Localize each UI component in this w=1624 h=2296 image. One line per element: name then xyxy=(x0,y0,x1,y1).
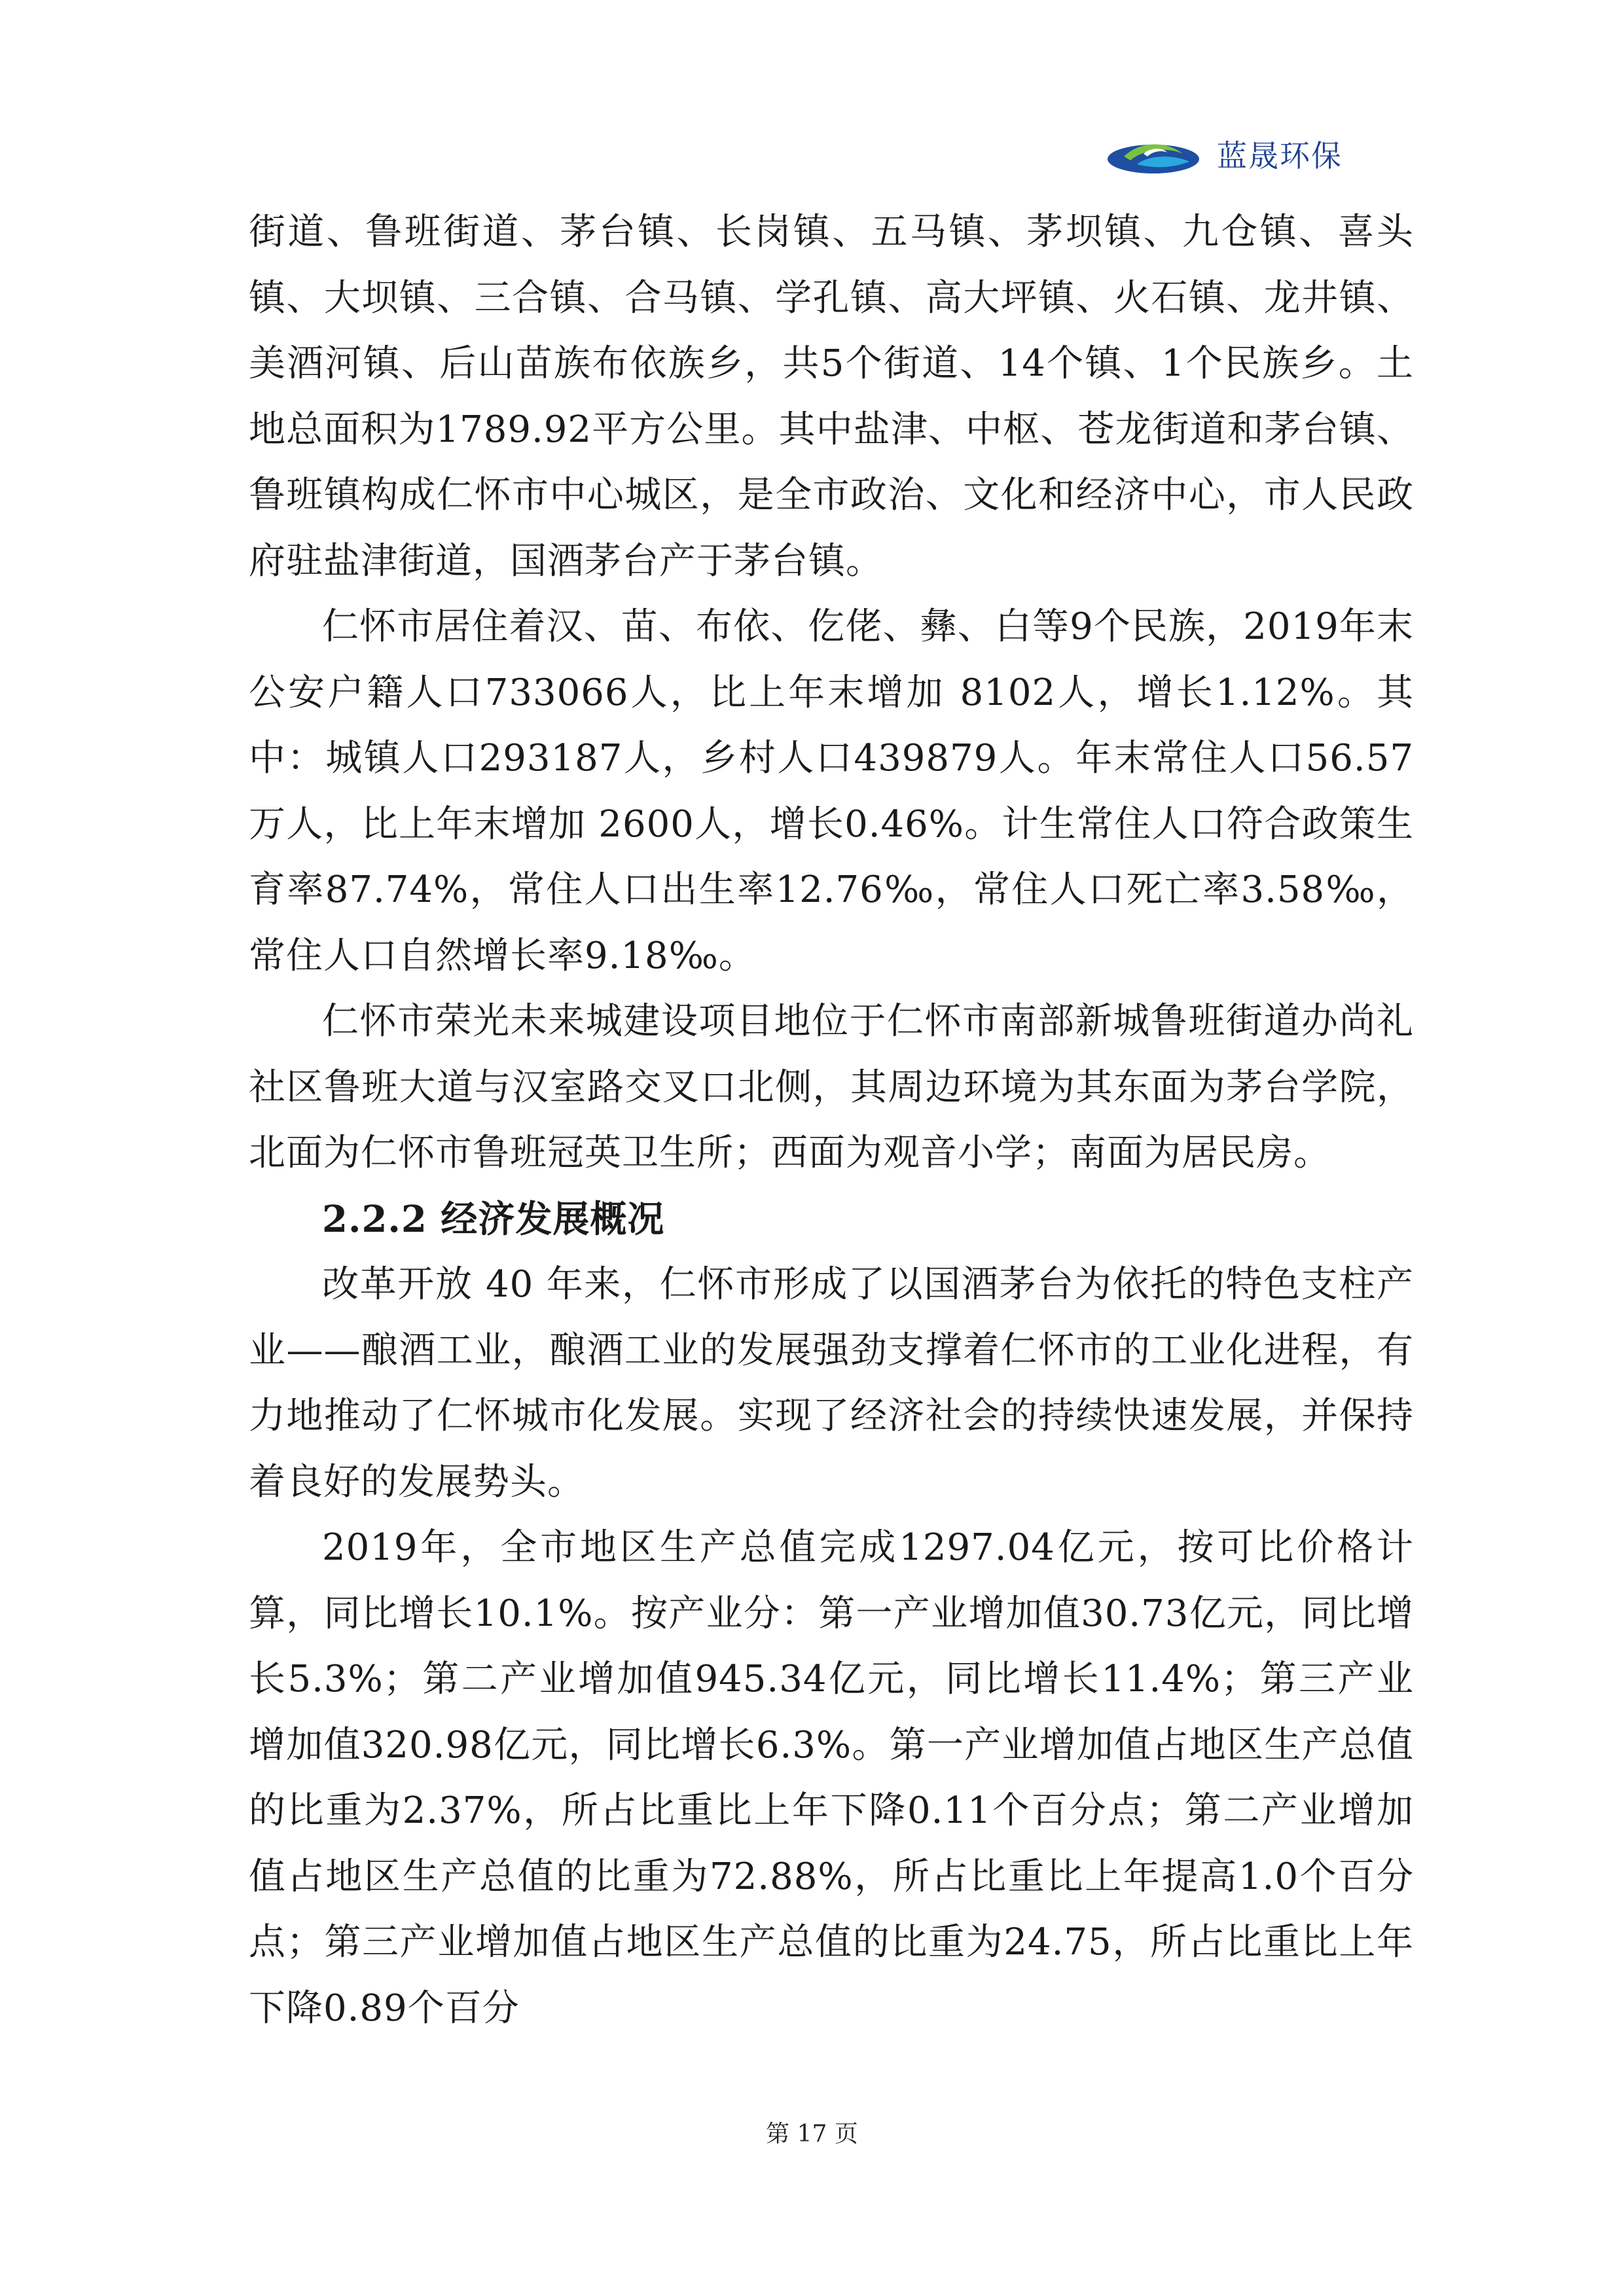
lansheng-logo-icon xyxy=(1104,128,1202,180)
paragraph-economy-overview: 改革开放 40 年来，仁怀市形成了以国酒茅台为依托的特色支柱产业——酿酒工业，酿酒工业的发展强劲支撑着仁怀市的工业化进程，有力地推动了仁怀城市化发展。实现了经济社会的持续快速发展，并保持着良好的发展势头。 xyxy=(249,1263,1414,1503)
paragraph-districts: 街道、鲁班街道、茅台镇、长岗镇、五马镇、茅坝镇、九仓镇、喜头镇、大坝镇、三合镇、合马镇、学孔镇、高大坪镇、火石镇、龙井镇、美酒河镇、后山苗族布依族乡，共5个街道、14个镇、1个民族乡。土地总面积为1789.92平方公里。其中盐津、中枢、苍龙街道和茅台镇、鲁班镇构成仁怀市中心城区，是全市政治、文化和经济中心，市人民政府驻盐津街道，国酒茅台产于茅台镇。 xyxy=(249,211,1415,583)
page-number: 第 17 页 xyxy=(766,2121,858,2147)
page-header xyxy=(1104,124,1343,183)
section-heading: 2.2.2 经济发展概况 xyxy=(322,1197,665,1241)
paragraph-project-location: 仁怀市荣光未来城建设项目地位于仁怀市南部新城鲁班街道办尚礼社区鲁班大道与汉室路交叉口北侧，其周边环境为其东面为茅台学院，北面为仁怀市鲁班冠英卫生所；西面为观音小学；南面为居民房。 xyxy=(249,1000,1414,1174)
document-body xyxy=(249,200,1414,2041)
paragraph-population: 仁怀市居住着汉、苗、布依、仡佬、彝、白等9个民族，2019年末公安户籍人口733066人，比上年末增加 8102人，增长1.12%。其中：城镇人口293187人，乡村人口439879人。年末常住人口56.57万人，比上年末增加 2600人，增长0.46%。计生常住人口符合政策生育率87.74%，常住人口出生率12.76‰，常住人口死亡率3.58‰，常住人口自然增长率9.18‰。 xyxy=(249,605,1414,977)
paragraph-gdp-2019: 2019年，全市地区生产总值完成1297.04亿元，按可比价格计算，同比增长10.1%。按产业分：第一产业增加值30.73亿元，同比增长5.3%；第二产业增加值945.34亿元，同比增长11.4%；第三产业增加值320.98亿元，同比增长6.3%。第一产业增加值占地区生产总值的比重为2.37%，所占比重比上年下降0.11个百分点；第二产业增加值占地区生产总值的比重为72.88%，所占比重比上年提高1.0个百分 点；第三产业增加值占地区生产总值的比重为24.75，所占比重比上年下降0.89个百分 xyxy=(249,1526,1414,2030)
brand-name: 蓝晟环保 xyxy=(1217,138,1343,173)
